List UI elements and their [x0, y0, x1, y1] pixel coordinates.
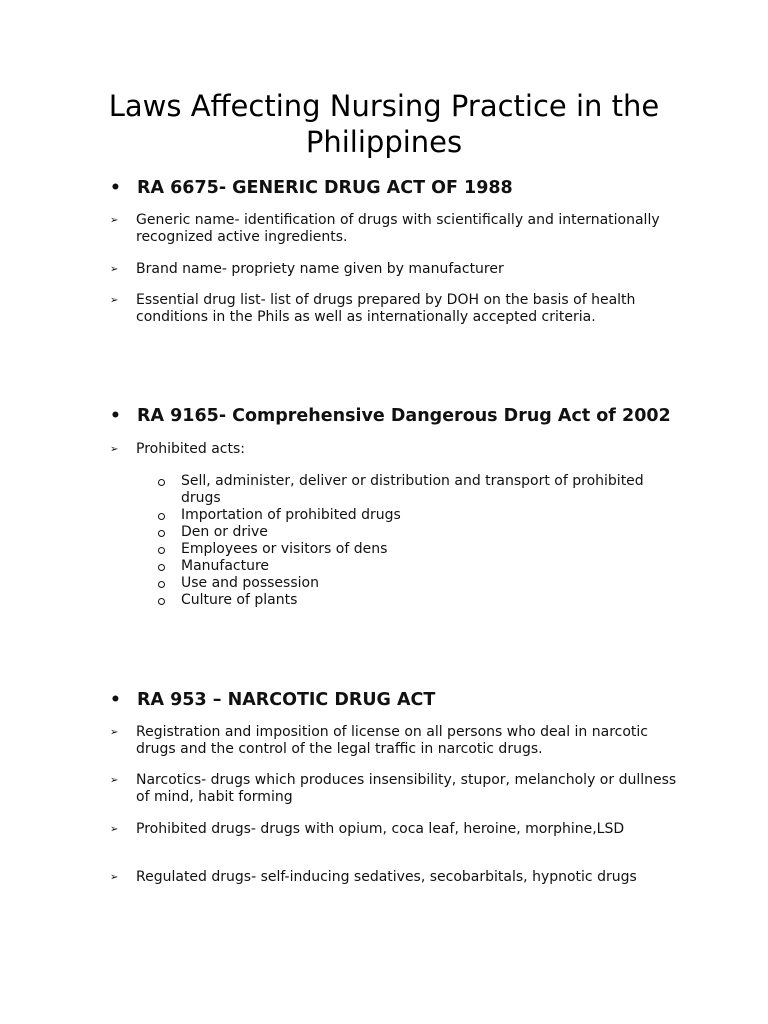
- list-item: [110, 772, 680, 806]
- sub-list-item: [155, 558, 655, 575]
- sub-list-item-text: Manufacture: [181, 558, 270, 574]
- circle-bullet-icon: [158, 598, 165, 605]
- arrow-bullet-icon: ➢: [110, 295, 119, 306]
- bullet-icon: •: [110, 406, 121, 426]
- arrow-bullet-icon: ➢: [110, 727, 119, 738]
- list-item: [110, 292, 680, 326]
- list-item-text: Prohibited acts:: [136, 441, 245, 457]
- sub-list-item: [155, 541, 655, 558]
- bullet-icon: •: [110, 690, 121, 710]
- list-item: [110, 212, 680, 246]
- circle-bullet-icon: [158, 479, 165, 486]
- arrow-bullet-icon: ➢: [110, 264, 119, 275]
- list-item: [110, 869, 680, 886]
- circle-bullet-icon: [158, 581, 165, 588]
- list-item: [110, 261, 680, 278]
- prohibited-acts-list: [155, 473, 655, 609]
- page-title-line-2: Philippines: [305, 125, 463, 159]
- section-heading-text: RA 6675- GENERIC DRUG ACT OF 1988: [137, 178, 513, 198]
- section-heading-text: RA 953 – NARCOTIC DRUG ACT: [137, 690, 436, 710]
- arrow-bullet-icon: ➢: [110, 872, 119, 883]
- list-item: [110, 821, 680, 838]
- arrow-bullet-icon: ➢: [110, 775, 119, 786]
- sub-list-item-text: Employees or visitors of dens: [181, 541, 388, 557]
- circle-bullet-icon: [158, 547, 165, 554]
- bullet-icon: •: [110, 178, 121, 198]
- sub-list-item: [155, 575, 655, 592]
- list-item-text: Brand name- propriety name given by manufacturer: [136, 261, 504, 277]
- arrow-bullet-icon: ➢: [110, 215, 119, 226]
- sub-list-item: [155, 473, 655, 507]
- sub-list-item: [155, 592, 655, 609]
- list-item-text: Prohibited drugs- drugs with opium, coca leaf, heroine, morphine,LSD: [136, 821, 625, 837]
- page-title: [0, 88, 768, 160]
- arrow-bullet-icon: ➢: [110, 444, 119, 455]
- page-title-line-1: Laws Affecting Nursing Practice in the: [108, 89, 660, 123]
- list-item-text: Registration and imposition of license on all persons who deal in narcotic drugs and the control of the legal traffic in narcotic drugs.: [136, 724, 648, 757]
- section-heading-text: RA 9165- Comprehensive Dangerous Drug Act of 2002: [137, 406, 671, 426]
- list-item-text: Regulated drugs- self-inducing sedatives, secobarbitals, hypnotic drugs: [136, 869, 637, 885]
- sub-list-item-text: Importation of prohibited drugs: [181, 507, 401, 523]
- sub-list-item: [155, 507, 655, 524]
- sub-list-item-text: Culture of plants: [181, 592, 298, 608]
- arrow-bullet-icon: ➢: [110, 824, 119, 835]
- circle-bullet-icon: [158, 513, 165, 520]
- sub-list-item-text: Use and possession: [181, 575, 319, 591]
- sub-list-item-text: Den or drive: [181, 524, 268, 540]
- list-item-text: Essential drug list- list of drugs prepared by DOH on the basis of health conditions in the Phils as well as internationally accepted criteria.: [136, 292, 636, 325]
- circle-bullet-icon: [158, 530, 165, 537]
- sub-list-item-text: Sell, administer, deliver or distribution and transport of prohibited drugs: [181, 473, 644, 506]
- sub-list-item: [155, 524, 655, 541]
- list-item-text: Narcotics- drugs which produces insensibility, stupor, melancholy or dullness of mind, habit forming: [136, 772, 677, 805]
- list-item-text: Generic name- identification of drugs with scientifically and internationally recognized active ingredients.: [136, 212, 660, 245]
- circle-bullet-icon: [158, 564, 165, 571]
- list-item: [110, 441, 680, 458]
- list-item: [110, 724, 680, 758]
